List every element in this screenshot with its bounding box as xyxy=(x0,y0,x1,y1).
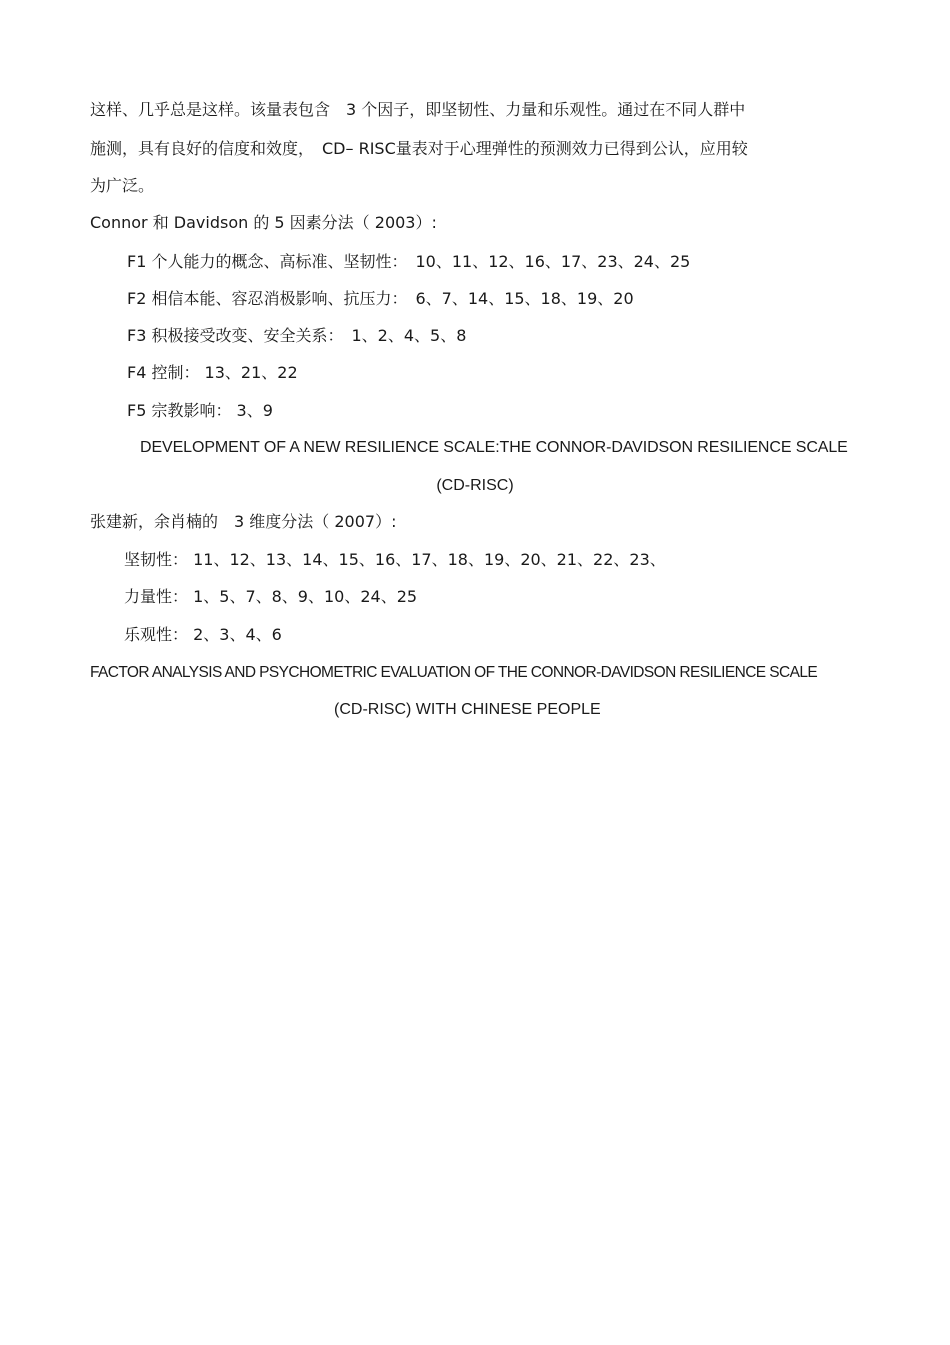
reference-1-title-cont: (CD-RISC) xyxy=(436,477,514,494)
reference-2-title-cont: (CD-RISC) WITH CHINESE PEOPLE xyxy=(334,701,601,718)
reference-2-title: FACTOR ANALYSIS AND PSYCHOMETRIC EVALUATION OF THE CONNOR-DAVIDSON RESILIENCE SCALE xyxy=(90,664,818,681)
factor-f3: F3 积极接受改变、安全关系： 1、2、4、5、8 xyxy=(127,326,467,345)
paragraph-line-3: 为广泛。 xyxy=(90,176,155,195)
dimension-tenacity: 坚韧性： 11、12、13、14、15、16、17、18、19、20、21、22、23、 xyxy=(124,550,666,569)
paragraph-line-2: 施测，具有良好的信度和效度， CD– RISC量表对于心理弹性的预测效力已得到公认，应用较 xyxy=(90,139,748,158)
factor-f5: F5 宗教影响： 3、9 xyxy=(127,401,273,420)
dimension-optimism: 乐观性： 2、3、4、6 xyxy=(124,625,282,644)
factor-f4: F4 控制： 13、21、22 xyxy=(127,363,298,382)
connor-davidson-heading: Connor 和 Davidson 的 5 因素分法（ 2003）: xyxy=(90,213,437,232)
factor-f2: F2 相信本能、容忍消极影响、抗压力： 6、7、14、15、18、19、20 xyxy=(127,289,634,308)
reference-1-title: DEVELOPMENT OF A NEW RESILIENCE SCALE:THE CONNOR-DAVIDSON RESILIENCE SCALE xyxy=(140,439,848,456)
factor-f1: F1 个人能力的概念、高标准、坚韧性： 10、11、12、16、17、23、24、25 xyxy=(127,252,691,271)
zhang-heading: 张建新，余肖楠的 3 维度分法（ 2007）: xyxy=(90,512,397,531)
paragraph-line-1: 这样、几乎总是这样。该量表包含 3 个因子，即坚韧性、力量和乐观性。通过在不同人群中 xyxy=(90,100,746,119)
dimension-strength: 力量性： 1、5、7、8、9、10、24、25 xyxy=(124,587,418,606)
